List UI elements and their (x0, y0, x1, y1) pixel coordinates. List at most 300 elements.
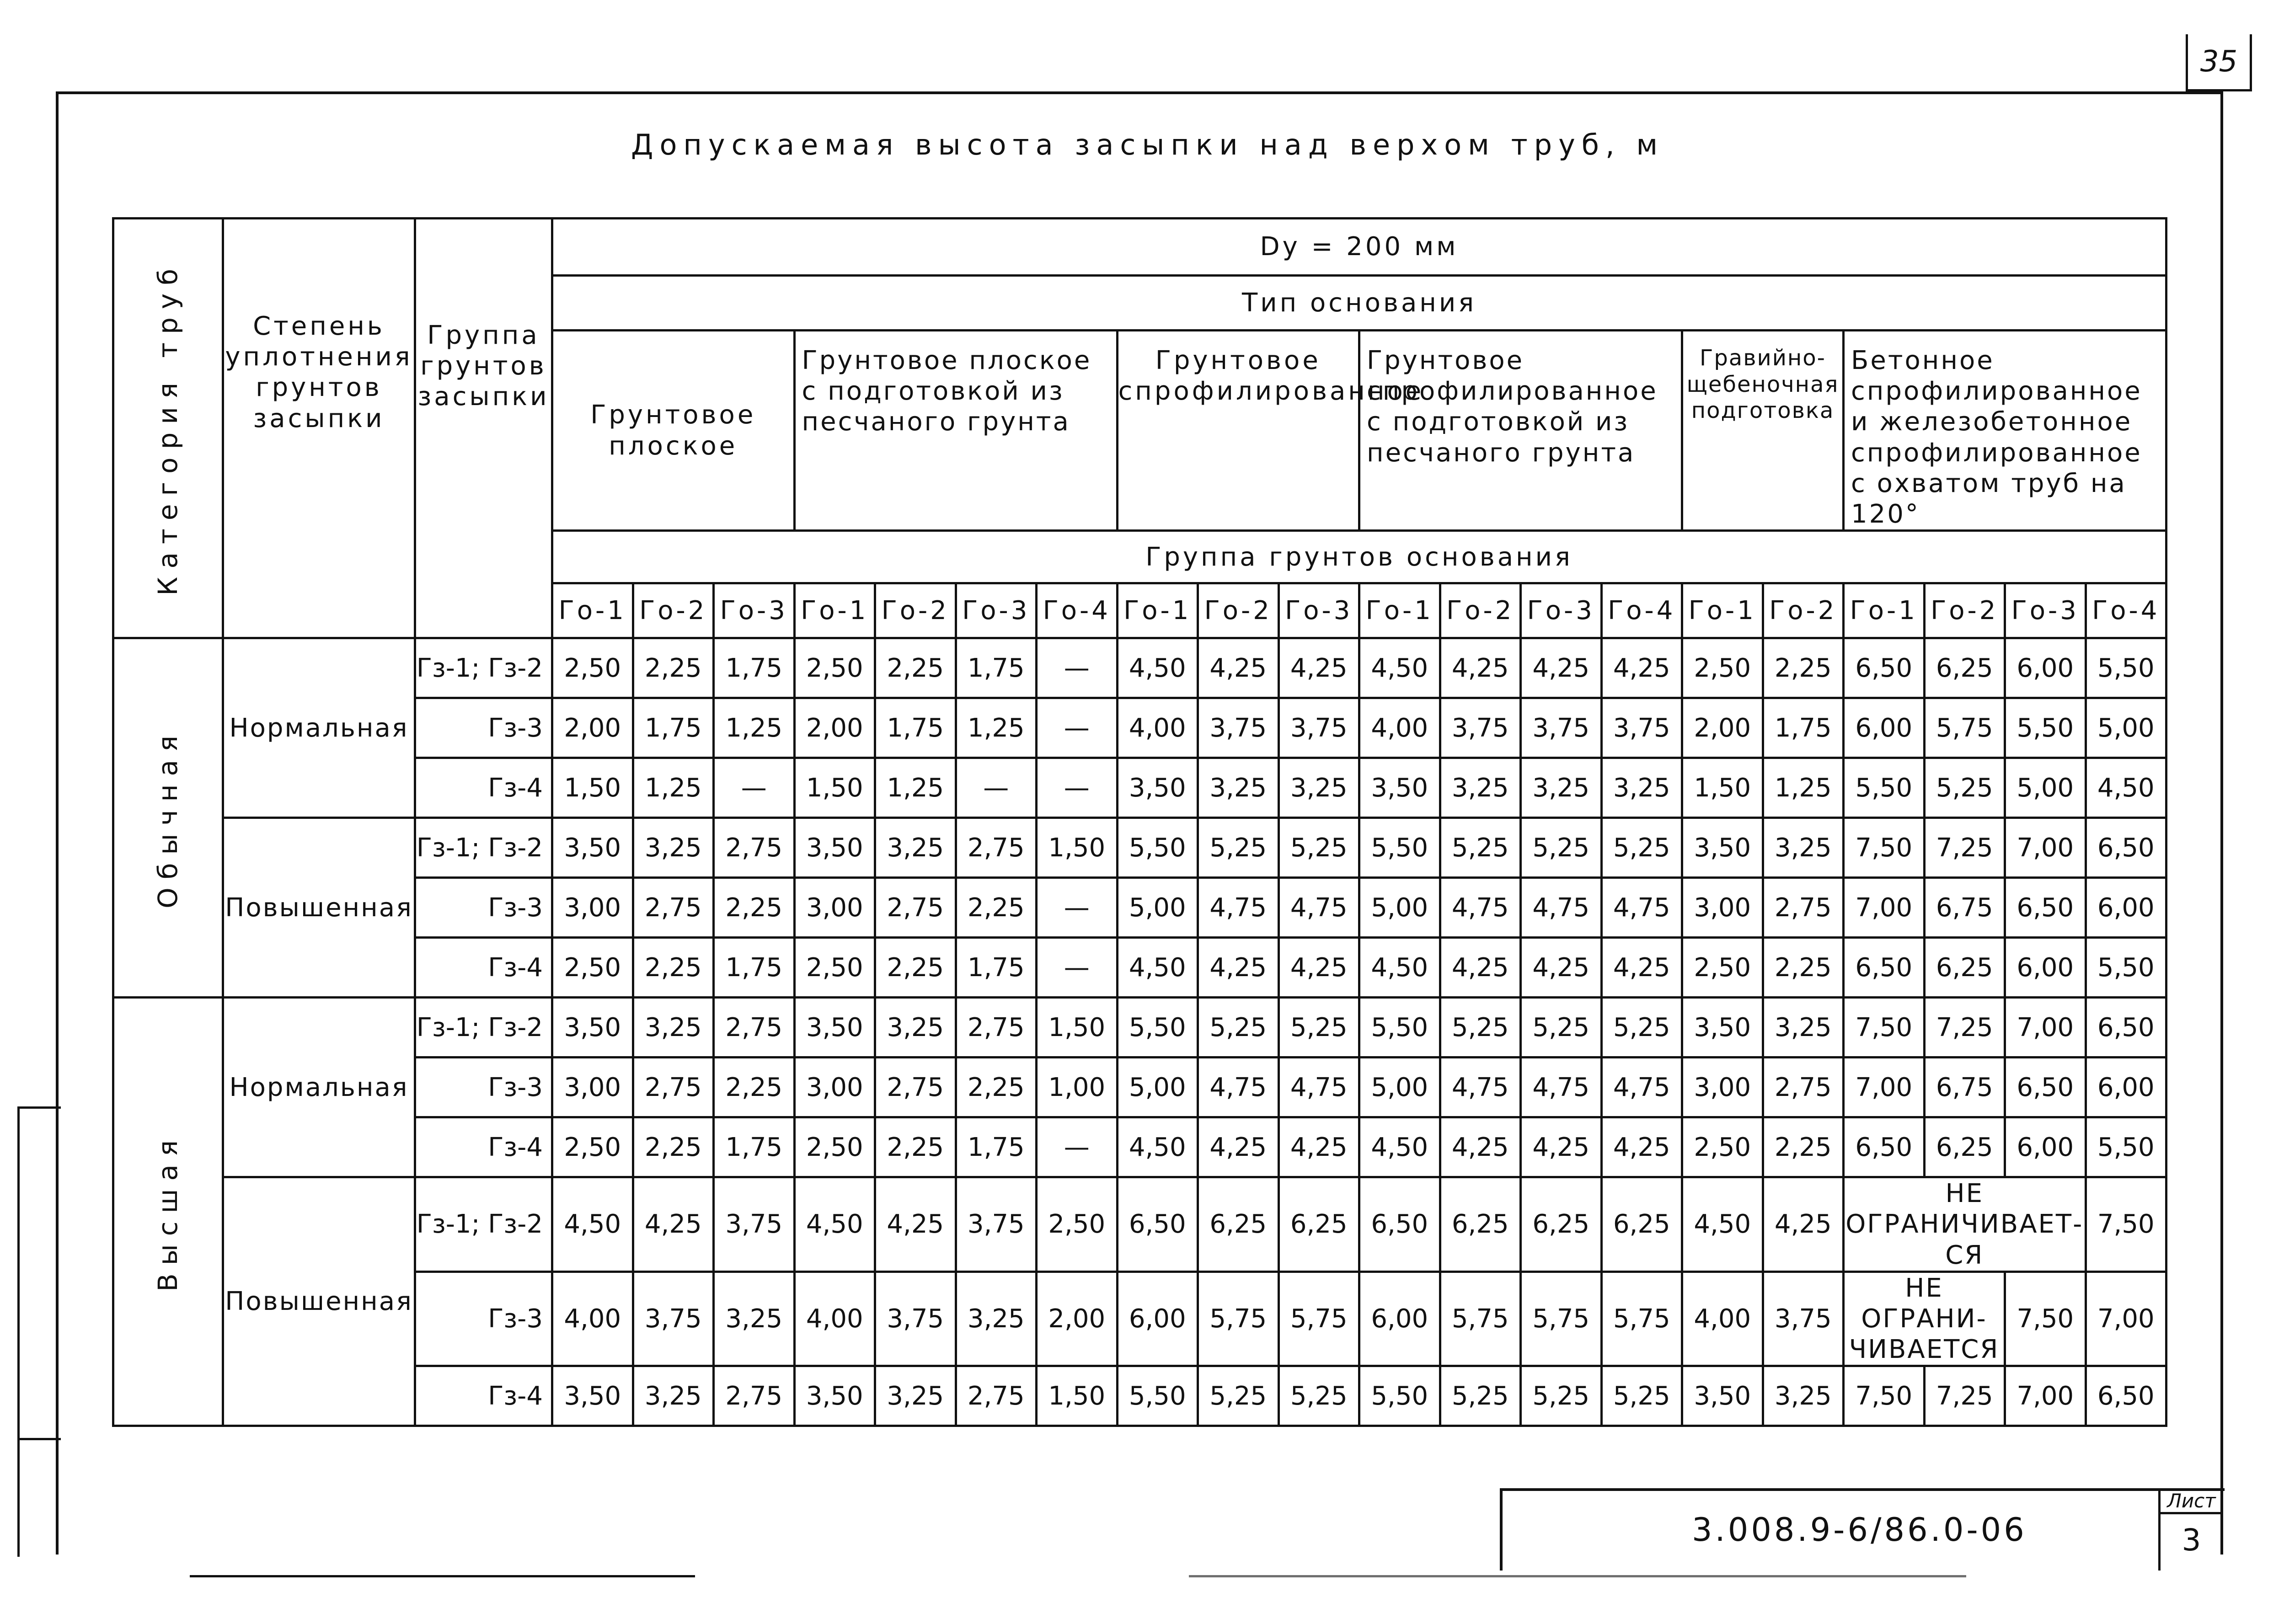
value-cell: 3,50 (794, 818, 875, 878)
value-cell: 3,25 (875, 998, 956, 1058)
value-cell: 3,00 (1682, 878, 1763, 938)
value-cell: 5,75 (1440, 1271, 1521, 1366)
value-cell: 5,00 (1359, 1058, 1440, 1117)
fill-group-cell: Гз-1; Гз-2 (415, 1177, 552, 1272)
value-cell: 5,50 (2005, 698, 2086, 758)
value-cell: 3,75 (1198, 698, 1279, 758)
value-cell: 3,50 (1359, 758, 1440, 818)
base-type-3: Грунтовое спрофилированное (1117, 331, 1359, 531)
value-cell: 6,50 (2005, 878, 2086, 938)
value-cell: 5,25 (1198, 1366, 1279, 1426)
bottom-rule-faint (1189, 1575, 1966, 1577)
value-cell: 6,25 (1924, 938, 2005, 998)
value-cell: 2,25 (1763, 1117, 1844, 1177)
value-cell: 4,25 (1440, 938, 1521, 998)
value-cell: 5,25 (1601, 1366, 1682, 1426)
value-cell: 6,00 (1117, 1271, 1198, 1366)
value-cell: 1,75 (1763, 698, 1844, 758)
value-cell: 5,25 (1601, 818, 1682, 878)
fill-group-cell: Гз-4 (415, 1117, 552, 1177)
subgroup-header: Го-3 (714, 583, 795, 638)
subgroup-header: Го-2 (875, 583, 956, 638)
value-cell: 2,50 (794, 638, 875, 698)
base-type-1: Грунтовое плоское (552, 331, 795, 531)
value-cell: 3,50 (1682, 818, 1763, 878)
value-cell: 3,25 (1601, 758, 1682, 818)
value-cell: 5,25 (1278, 998, 1359, 1058)
value-cell: 6,00 (2005, 1117, 2086, 1177)
value-cell: 5,50 (1359, 818, 1440, 878)
value-cell: 5,00 (1117, 1058, 1198, 1117)
value-cell: 4,75 (1440, 878, 1521, 938)
value-cell: 3,25 (1198, 758, 1279, 818)
value-cell: 2,75 (875, 878, 956, 938)
value-cell: 5,00 (1117, 878, 1198, 938)
value-cell: 3,25 (956, 1271, 1037, 1366)
base-type-5: Гравийно-щебеночная подготовка (1682, 331, 1844, 531)
value-cell: 2,25 (1763, 938, 1844, 998)
value-cell: 2,75 (714, 998, 795, 1058)
subgroup-header: Го-1 (794, 583, 875, 638)
value-cell: 3,25 (1763, 998, 1844, 1058)
subgroup-header: Го-4 (1037, 583, 1118, 638)
value-cell: 1,75 (714, 1117, 795, 1177)
value-cell: 4,50 (1117, 938, 1198, 998)
value-cell: 2,00 (794, 698, 875, 758)
bottom-rule (190, 1575, 695, 1577)
value-cell: 5,25 (1521, 998, 1602, 1058)
value-cell: 2,50 (794, 1117, 875, 1177)
value-cell: 1,75 (956, 1117, 1037, 1177)
fill-group-cell: Гз-1; Гз-2 (415, 998, 552, 1058)
value-cell: 5,00 (2005, 758, 2086, 818)
value-cell: 2,00 (1037, 1271, 1118, 1366)
fill-group-cell: Гз-3 (415, 698, 552, 758)
value-cell: 6,25 (1198, 1177, 1279, 1272)
value-cell: 2,25 (956, 878, 1037, 938)
value-cell: — (1037, 758, 1118, 818)
value-cell: 3,75 (1521, 698, 1602, 758)
value-cell: 4,50 (2086, 758, 2166, 818)
value-cell: 5,00 (1359, 878, 1440, 938)
table-row (113, 878, 2166, 938)
value-cell: 2,25 (875, 1117, 956, 1177)
value-cell: 4,75 (1278, 878, 1359, 938)
value-cell: 2,75 (956, 818, 1037, 878)
value-cell: 7,50 (1844, 1366, 1925, 1426)
value-cell: 6,50 (1844, 938, 1925, 998)
value-cell: 2,25 (714, 1058, 795, 1117)
value-cell: 5,25 (1521, 1366, 1602, 1426)
value-cell: 5,50 (1844, 758, 1925, 818)
base-type-4: Грунтовое спрофилированное с подготовкой из песчаного грунта (1359, 331, 1682, 531)
value-cell: 3,75 (633, 1271, 714, 1366)
value-cell: 7,25 (1924, 818, 2005, 878)
header-base-type: Тип основания (552, 276, 2166, 331)
value-cell: 3,25 (633, 998, 714, 1058)
table-row (113, 638, 2166, 698)
value-cell: 5,75 (1924, 698, 2005, 758)
subgroup-header: Го-2 (633, 583, 714, 638)
value-cell: 5,50 (1117, 818, 1198, 878)
table-row (113, 998, 2166, 1058)
value-cell: 4,25 (1198, 638, 1279, 698)
value-cell: 3,25 (875, 818, 956, 878)
value-cell: 5,75 (1278, 1271, 1359, 1366)
value-cell: 2,50 (1682, 638, 1763, 698)
fill-group-cell: Гз-3 (415, 1058, 552, 1117)
value-cell: 5,25 (1278, 1366, 1359, 1426)
value-cell: 4,50 (1359, 638, 1440, 698)
value-cell: 6,50 (1844, 1117, 1925, 1177)
value-cell: 2,25 (1763, 638, 1844, 698)
value-cell: 4,25 (1521, 938, 1602, 998)
value-cell: 2,75 (956, 1366, 1037, 1426)
table-row (113, 1366, 2166, 1426)
value-cell: 3,75 (1440, 698, 1521, 758)
subgroup-header: Го-4 (1601, 583, 1682, 638)
value-cell: 3,25 (875, 1366, 956, 1426)
value-cell: 1,50 (552, 758, 633, 818)
value-cell: 2,25 (633, 1117, 714, 1177)
value-cell: 2,25 (956, 1058, 1037, 1117)
compaction-cell: Нормальная (223, 638, 415, 818)
value-cell: 4,75 (1521, 1058, 1602, 1117)
value-cell: 7,50 (2005, 1271, 2086, 1366)
value-cell: 6,00 (2086, 1058, 2166, 1117)
subgroup-header: Го-2 (1440, 583, 1521, 638)
value-cell: 4,25 (1198, 1117, 1279, 1177)
subgroup-header: Го-1 (1844, 583, 1925, 638)
fill-group-cell: Гз-4 (415, 938, 552, 998)
value-cell: 3,75 (1278, 698, 1359, 758)
value-cell: — (714, 758, 795, 818)
value-cell: 3,25 (1763, 1366, 1844, 1426)
value-cell: 5,25 (1198, 998, 1279, 1058)
value-cell: 3,50 (794, 998, 875, 1058)
value-cell: 6,25 (1521, 1177, 1602, 1272)
value-cell: 2,75 (956, 998, 1037, 1058)
value-cell: 4,25 (875, 1177, 956, 1272)
fill-group-cell: Гз-4 (415, 1366, 552, 1426)
value-cell: 7,50 (2086, 1177, 2166, 1272)
value-cell: 4,50 (794, 1177, 875, 1272)
value-cell: 6,50 (2086, 818, 2166, 878)
value-cell: 4,50 (1682, 1177, 1763, 1272)
value-cell: 4,75 (1198, 1058, 1279, 1117)
value-cell: 2,75 (1763, 878, 1844, 938)
table-row (113, 1117, 2166, 1177)
value-cell: 6,75 (1924, 1058, 2005, 1117)
value-cell: 4,00 (1682, 1271, 1763, 1366)
value-cell: 4,75 (1601, 878, 1682, 938)
value-cell: 2,25 (875, 938, 956, 998)
value-cell: 3,00 (1682, 1058, 1763, 1117)
value-cell: 6,25 (1278, 1177, 1359, 1272)
value-cell: 3,50 (552, 818, 633, 878)
value-cell: 2,50 (1682, 1117, 1763, 1177)
value-cell: 5,25 (1278, 818, 1359, 878)
value-cell: 4,25 (1521, 1117, 1602, 1177)
value-cell: 1,75 (956, 938, 1037, 998)
value-cell: 5,25 (1601, 998, 1682, 1058)
value-cell: 2,50 (552, 638, 633, 698)
value-cell: 3,25 (1763, 818, 1844, 878)
value-cell: 1,75 (714, 938, 795, 998)
header-diameter: Dу = 200 мм (552, 219, 2166, 276)
value-cell: 3,75 (1601, 698, 1682, 758)
subgroup-header: Го-1 (1682, 583, 1763, 638)
value-cell: 2,50 (794, 938, 875, 998)
value-cell: 3,75 (1763, 1271, 1844, 1366)
subgroup-header: Го-4 (2086, 583, 2166, 638)
value-cell: 1,75 (956, 638, 1037, 698)
value-cell: 4,75 (1198, 878, 1279, 938)
value-cell: — (1037, 1117, 1118, 1177)
category-cell: Обычная (113, 638, 223, 998)
value-cell: 4,50 (1359, 938, 1440, 998)
value-cell: 2,50 (552, 1117, 633, 1177)
subgroup-header: Го-1 (1359, 583, 1440, 638)
subgroup-header: Го-1 (552, 583, 633, 638)
value-cell: 5,50 (1359, 1366, 1440, 1426)
not-limited-cell: НЕ ОГРАНИ-ЧИВАЕТСЯ (1844, 1271, 2005, 1366)
value-cell: 1,25 (956, 698, 1037, 758)
value-cell: 2,75 (1763, 1058, 1844, 1117)
value-cell: 4,00 (552, 1271, 633, 1366)
value-cell: 3,25 (1278, 758, 1359, 818)
category-cell: Высшая (113, 998, 223, 1426)
value-cell: 4,25 (1440, 638, 1521, 698)
page-title: Допускаемая высота засыпки над верхом труб, м (631, 128, 1664, 161)
value-cell: 4,75 (1521, 878, 1602, 938)
value-cell: 4,00 (1359, 698, 1440, 758)
value-cell: 5,75 (1601, 1271, 1682, 1366)
value-cell: 6,25 (1440, 1177, 1521, 1272)
value-cell: 1,75 (714, 638, 795, 698)
value-cell: 4,50 (1117, 638, 1198, 698)
value-cell: 4,25 (633, 1177, 714, 1272)
value-cell: 3,50 (552, 998, 633, 1058)
value-cell: 1,25 (633, 758, 714, 818)
value-cell: 4,25 (1521, 638, 1602, 698)
value-cell: 4,25 (1440, 1117, 1521, 1177)
fill-group-cell: Гз-3 (415, 878, 552, 938)
value-cell: 5,25 (1521, 818, 1602, 878)
value-cell: 5,50 (1359, 998, 1440, 1058)
value-cell: 3,75 (956, 1177, 1037, 1272)
value-cell: 4,00 (794, 1271, 875, 1366)
sheet-number: 3 (2182, 1522, 2201, 1558)
compaction-cell: Нормальная (223, 998, 415, 1177)
value-cell: 3,50 (1682, 1366, 1763, 1426)
value-cell: 6,00 (1359, 1271, 1440, 1366)
value-cell: 1,75 (875, 698, 956, 758)
value-cell: 7,00 (2086, 1271, 2166, 1366)
subgroup-header: Го-3 (2005, 583, 2086, 638)
not-limited-cell: НЕ ОГРАНИЧИВАЕТ-СЯ (1844, 1177, 2086, 1272)
value-cell: 5,50 (1117, 1366, 1198, 1426)
value-cell: 6,50 (1844, 638, 1925, 698)
value-cell: 2,75 (633, 1058, 714, 1117)
value-cell: 3,00 (552, 1058, 633, 1117)
value-cell: 2,00 (552, 698, 633, 758)
subgroup-header: Го-2 (1198, 583, 1279, 638)
value-cell: 4,25 (1278, 638, 1359, 698)
value-cell: 2,75 (714, 1366, 795, 1426)
value-cell: 3,50 (1117, 758, 1198, 818)
value-cell: 6,25 (1924, 638, 2005, 698)
table-row (113, 1058, 2166, 1117)
value-cell: 4,75 (1601, 1058, 1682, 1117)
value-cell: 6,50 (1359, 1177, 1440, 1272)
value-cell: 5,75 (1521, 1271, 1602, 1366)
value-cell: 1,00 (1037, 1058, 1118, 1117)
value-cell: 3,00 (794, 878, 875, 938)
value-cell: 4,25 (1601, 938, 1682, 998)
value-cell: 1,25 (1763, 758, 1844, 818)
value-cell: 4,25 (1601, 1117, 1682, 1177)
value-cell: 3,25 (714, 1271, 795, 1366)
page-number: 35 (2186, 34, 2252, 91)
value-cell: 4,75 (1278, 1058, 1359, 1117)
header-compaction: Степень уплотнения грунтов засыпки (223, 219, 415, 638)
value-cell: 2,50 (1682, 938, 1763, 998)
value-cell: 1,50 (1037, 1366, 1118, 1426)
binding-margin-marks (17, 1106, 61, 1557)
value-cell: 6,50 (2086, 998, 2166, 1058)
value-cell: 3,50 (794, 1366, 875, 1426)
value-cell: 5,50 (2086, 938, 2166, 998)
subgroup-header: Го-2 (1924, 583, 2005, 638)
value-cell: 5,50 (1117, 998, 1198, 1058)
value-cell: 2,25 (714, 878, 795, 938)
value-cell: 6,00 (2086, 878, 2166, 938)
value-cell: 3,75 (875, 1271, 956, 1366)
value-cell: 7,50 (1844, 818, 1925, 878)
fill-group-cell: Гз-1; Гз-2 (415, 818, 552, 878)
value-cell: 2,00 (1682, 698, 1763, 758)
value-cell: 1,50 (1037, 818, 1118, 878)
sheet-label: Лист (2161, 1490, 2222, 1514)
value-cell: 1,25 (875, 758, 956, 818)
value-cell: 3,00 (794, 1058, 875, 1117)
subgroup-header: Го-3 (956, 583, 1037, 638)
value-cell: 3,75 (714, 1177, 795, 1272)
value-cell: 5,75 (1198, 1271, 1279, 1366)
value-cell: — (956, 758, 1037, 818)
value-cell: 6,50 (1117, 1177, 1198, 1272)
value-cell: 5,50 (2086, 1117, 2166, 1177)
document-code: 3.008.9-6/86.0-06 (1692, 1511, 2027, 1549)
value-cell: 2,25 (633, 638, 714, 698)
value-cell: 6,25 (1601, 1177, 1682, 1272)
subgroup-header: Го-2 (1763, 583, 1844, 638)
value-cell: 1,75 (633, 698, 714, 758)
value-cell: 3,00 (552, 878, 633, 938)
value-cell: 6,25 (1924, 1117, 2005, 1177)
subgroup-header: Го-3 (1278, 583, 1359, 638)
table-row (113, 818, 2166, 878)
value-cell: 1,50 (1682, 758, 1763, 818)
value-cell: — (1037, 638, 1118, 698)
value-cell: 3,50 (552, 1366, 633, 1426)
value-cell: 7,00 (1844, 1058, 1925, 1117)
value-cell: 3,25 (1440, 758, 1521, 818)
value-cell: 2,75 (714, 818, 795, 878)
value-cell: 6,00 (1844, 698, 1925, 758)
base-type-6: Бетонное спрофилированное и железобетонное спрофилированное с охватом труб на 120° (1844, 331, 2166, 531)
value-cell: — (1037, 878, 1118, 938)
value-cell: 2,50 (1037, 1177, 1118, 1272)
base-type-2: Грунтовое плоское с подготовкой из песчаного грунта (794, 331, 1117, 531)
value-cell: 2,75 (875, 1058, 956, 1117)
value-cell: 5,25 (1924, 758, 2005, 818)
value-cell: 4,25 (1278, 938, 1359, 998)
value-cell: 5,25 (1440, 1366, 1521, 1426)
value-cell: 3,25 (1521, 758, 1602, 818)
fill-group-cell: Гз-4 (415, 758, 552, 818)
subgroup-header: Го-1 (1117, 583, 1198, 638)
value-cell: 7,00 (2005, 818, 2086, 878)
value-cell: 4,25 (1601, 638, 1682, 698)
value-cell: 2,25 (633, 938, 714, 998)
table-row (113, 758, 2166, 818)
value-cell: 7,00 (1844, 878, 1925, 938)
value-cell: 4,00 (1117, 698, 1198, 758)
value-cell: 4,75 (1440, 1058, 1521, 1117)
table-row (113, 698, 2166, 758)
value-cell: 2,75 (633, 878, 714, 938)
compaction-cell: Повышенная (223, 1177, 415, 1426)
value-cell: 6,75 (1924, 878, 2005, 938)
value-cell: 5,25 (1198, 818, 1279, 878)
value-cell: 5,25 (1440, 818, 1521, 878)
value-cell: 4,50 (552, 1177, 633, 1272)
value-cell: 4,50 (1359, 1117, 1440, 1177)
value-cell: 6,50 (2086, 1366, 2166, 1426)
header-fill-group: Группа грунтов засыпки (415, 219, 552, 638)
value-cell: 7,50 (1844, 998, 1925, 1058)
value-cell: 3,25 (633, 1366, 714, 1426)
value-cell: 1,25 (714, 698, 795, 758)
value-cell: 2,25 (875, 638, 956, 698)
fill-group-cell: Гз-3 (415, 1271, 552, 1366)
value-cell: 5,50 (2086, 638, 2166, 698)
subgroup-header: Го-3 (1521, 583, 1602, 638)
value-cell: 4,25 (1198, 938, 1279, 998)
backfill-height-table (112, 217, 2167, 1411)
table-row (113, 938, 2166, 998)
value-cell: 4,25 (1278, 1117, 1359, 1177)
value-cell: 7,00 (2005, 998, 2086, 1058)
value-cell: 4,25 (1763, 1177, 1844, 1272)
compaction-cell: Повышенная (223, 818, 415, 998)
value-cell: 6,00 (2005, 638, 2086, 698)
value-cell: — (1037, 698, 1118, 758)
value-cell: — (1037, 938, 1118, 998)
value-cell: 5,25 (1440, 998, 1521, 1058)
fill-group-cell: Гз-1; Гз-2 (415, 638, 552, 698)
value-cell: 3,50 (1682, 998, 1763, 1058)
table-row (113, 1177, 2166, 1272)
value-cell: 5,00 (2086, 698, 2166, 758)
value-cell: 2,50 (552, 938, 633, 998)
header-base-soil-group: Группа грунтов основания (552, 531, 2166, 583)
value-cell: 6,50 (2005, 1058, 2086, 1117)
value-cell: 4,50 (1117, 1117, 1198, 1177)
value-cell: 1,50 (794, 758, 875, 818)
